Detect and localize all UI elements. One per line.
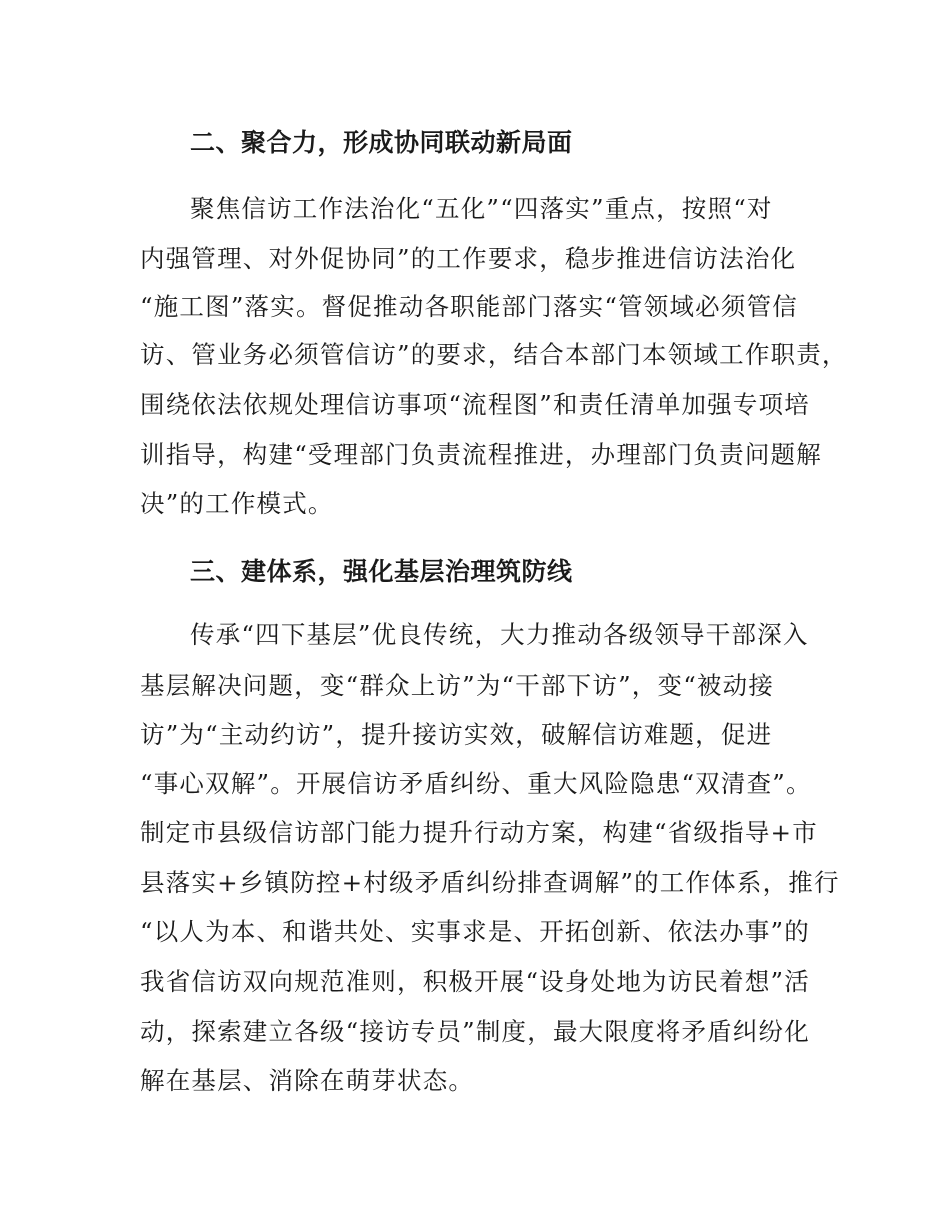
- section-heading: 二、聚合力，形成协同联动新局面: [190, 128, 573, 157]
- paragraph-line: 传承“四下基层”优良传统，大力推动各级领导干部深入: [190, 620, 809, 649]
- paragraph-line: 围绕依法依规处理信访事项“流程图”和责任清单加强专项培: [140, 390, 810, 419]
- paragraph-line: 训指导，构建“受理部门负责流程推进，办理部门负责问题解: [140, 440, 822, 469]
- paragraph-line: “以人为本、和谐共处、实事求是、开拓创新、依法办事”的: [140, 917, 810, 946]
- paragraph-line: 访、管业务必须管信访”的要求，结合本部门本领域工作职责，: [140, 340, 848, 369]
- paragraph-line: 聚焦信访工作法治化“五化”“四落实”重点，按照“对: [190, 194, 773, 223]
- paragraph-line: 内强管理、对外促协同”的工作要求，稳步推进信访法治化: [140, 244, 797, 273]
- section-heading: 三、建体系，强化基层治理筑防线: [190, 557, 573, 586]
- paragraph-line: 解在基层、消除在萌芽状态。: [140, 1066, 475, 1095]
- paragraph-line: 县落实+乡镇防控+村级矛盾纠纷排查调解”的工作体系，推行: [140, 868, 840, 897]
- paragraph-line: 决”的工作模式。: [140, 489, 334, 518]
- paragraph-line: “施工图”落实。督促推动各职能部门落实“管领域必须管信: [140, 292, 798, 321]
- paragraph-line: 动，探索建立各级“接访专员”制度，最大限度将矛盾纠纷化: [140, 1017, 810, 1046]
- paragraph-line: 我省信访双向规范准则，积极开展“设身处地为访民着想”活: [140, 967, 810, 996]
- paragraph-line: 访”为“主动约访”，提升接访实效，破解信访难题，促进: [140, 720, 773, 749]
- paragraph-line: 制定市县级信访部门能力提升行动方案，构建“省级指导+市: [140, 818, 818, 847]
- paragraph-line: 基层解决问题，变“群众上访”为“干部下访”，变“被动接: [140, 671, 775, 700]
- paragraph-line: “事心双解”。开展信访矛盾纠纷、重大风险隐患“双清查”。: [140, 769, 812, 798]
